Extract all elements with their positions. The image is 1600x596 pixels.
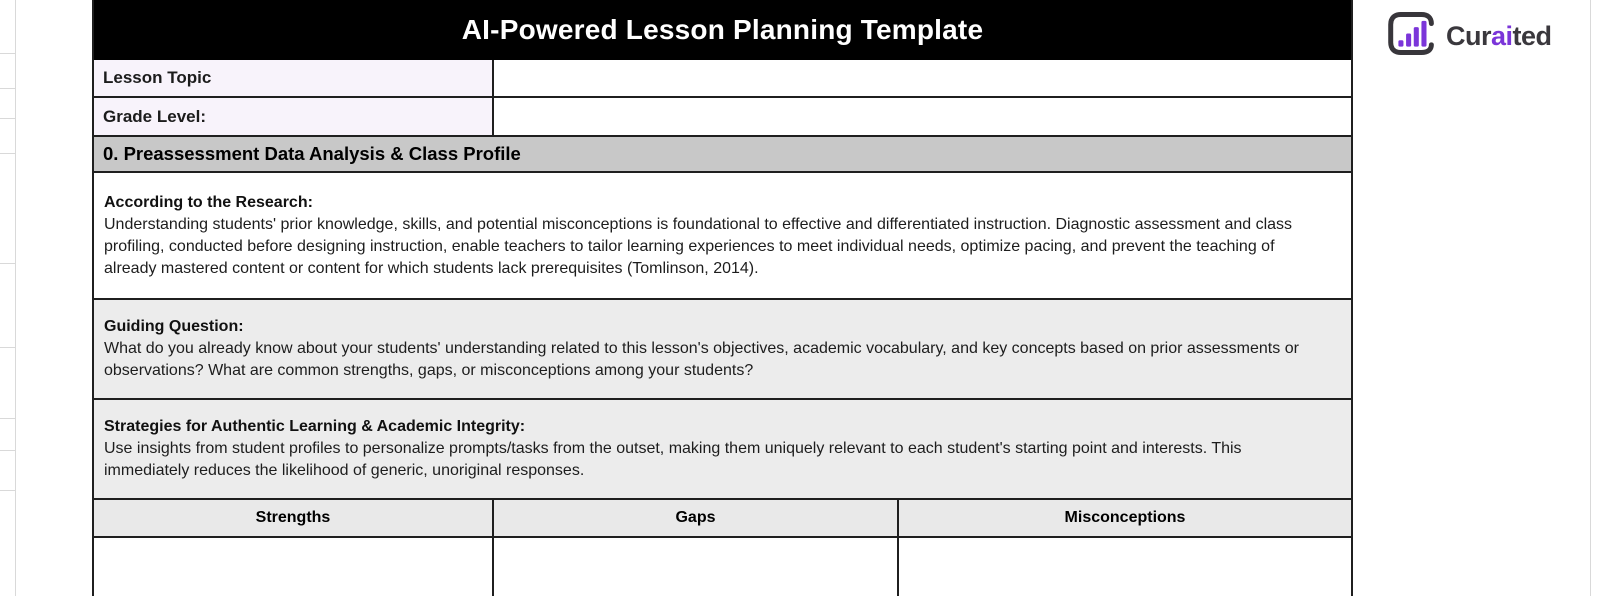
brand-wordmark: Curaited: [1446, 20, 1552, 51]
sheet-column-gridline: [1590, 0, 1591, 596]
lesson-plan-template: [92, 0, 1353, 596]
strategies-body: Use insights from student profiles to personalize prompts/tasks from the outset, making them uniquely relevant to each student's starting point and interests. This immediately reduces the likelihood of generic, unoriginal responses.: [104, 440, 1242, 479]
guiding-question-block: [94, 300, 1351, 400]
column-header-strengths: Strengths: [94, 500, 494, 536]
research-heading: According to the Research:: [104, 193, 313, 211]
sheet-row-gridline: [0, 53, 15, 54]
grade-level-row: [94, 98, 1351, 137]
curaited-logo: [1386, 10, 1552, 62]
column-header-misconceptions: Misconceptions: [899, 500, 1351, 536]
column-header-gaps: Gaps: [494, 500, 899, 536]
sheet-row-gridline: [0, 153, 15, 154]
profile-table-entry-row: [94, 538, 1351, 596]
template-title-bar: [94, 0, 1351, 60]
page-title: AI-Powered Lesson Planning Template: [461, 14, 984, 45]
guiding-question-heading: Guiding Question:: [104, 318, 244, 335]
sheet-row-gridline: [0, 450, 15, 451]
lesson-topic-row: [94, 60, 1351, 98]
bar-chart-logo-icon: [1386, 10, 1437, 62]
profile-table-header-row: [94, 500, 1351, 538]
sheet-row-gridline: [0, 263, 15, 264]
sheet-row-gridline: [0, 347, 15, 348]
lesson-topic-input-cell[interactable]: [494, 60, 1351, 96]
research-block: [94, 173, 1351, 300]
sheet-column-gridline: [15, 0, 16, 596]
strategies-heading: Strategies for Authentic Learning & Academic Integrity:: [104, 418, 526, 435]
lesson-topic-label: Lesson Topic: [94, 60, 494, 96]
grade-level-input-cell[interactable]: [494, 98, 1351, 135]
research-body: Understanding students' prior knowledge, skills, and potential misconceptions is foundational to effective and differentiated instruction. Diagnostic assessment and class profiling, conducted before designing instruction, enable teachers to tailor learning experiences to meet individual needs, optimize pacing, and prevent the teaching of already mastered content or content for which students lack prerequisites (Tomlinson, 2014).: [104, 215, 1293, 277]
sheet-row-gridline: [0, 118, 15, 119]
grade-level-label: Grade Level:: [94, 98, 494, 135]
strengths-input-cell[interactable]: [94, 538, 494, 596]
strategies-block: [94, 400, 1351, 500]
misconceptions-input-cell[interactable]: [899, 538, 1351, 596]
section-header-preassessment: 0. Preassessment Data Analysis & Class Profile: [94, 137, 1351, 173]
sheet-row-gridline: [0, 88, 15, 89]
sheet-row-gridline: [0, 490, 15, 491]
guiding-question-body: What do you already know about your students' understanding related to this lesson's objectives, academic vocabulary, and key concepts based on prior assessments or observations? What are common strengths, gaps, or misconceptions among your students?: [104, 340, 1299, 379]
sheet-row-gridline: [0, 418, 15, 419]
gaps-input-cell[interactable]: [494, 538, 899, 596]
